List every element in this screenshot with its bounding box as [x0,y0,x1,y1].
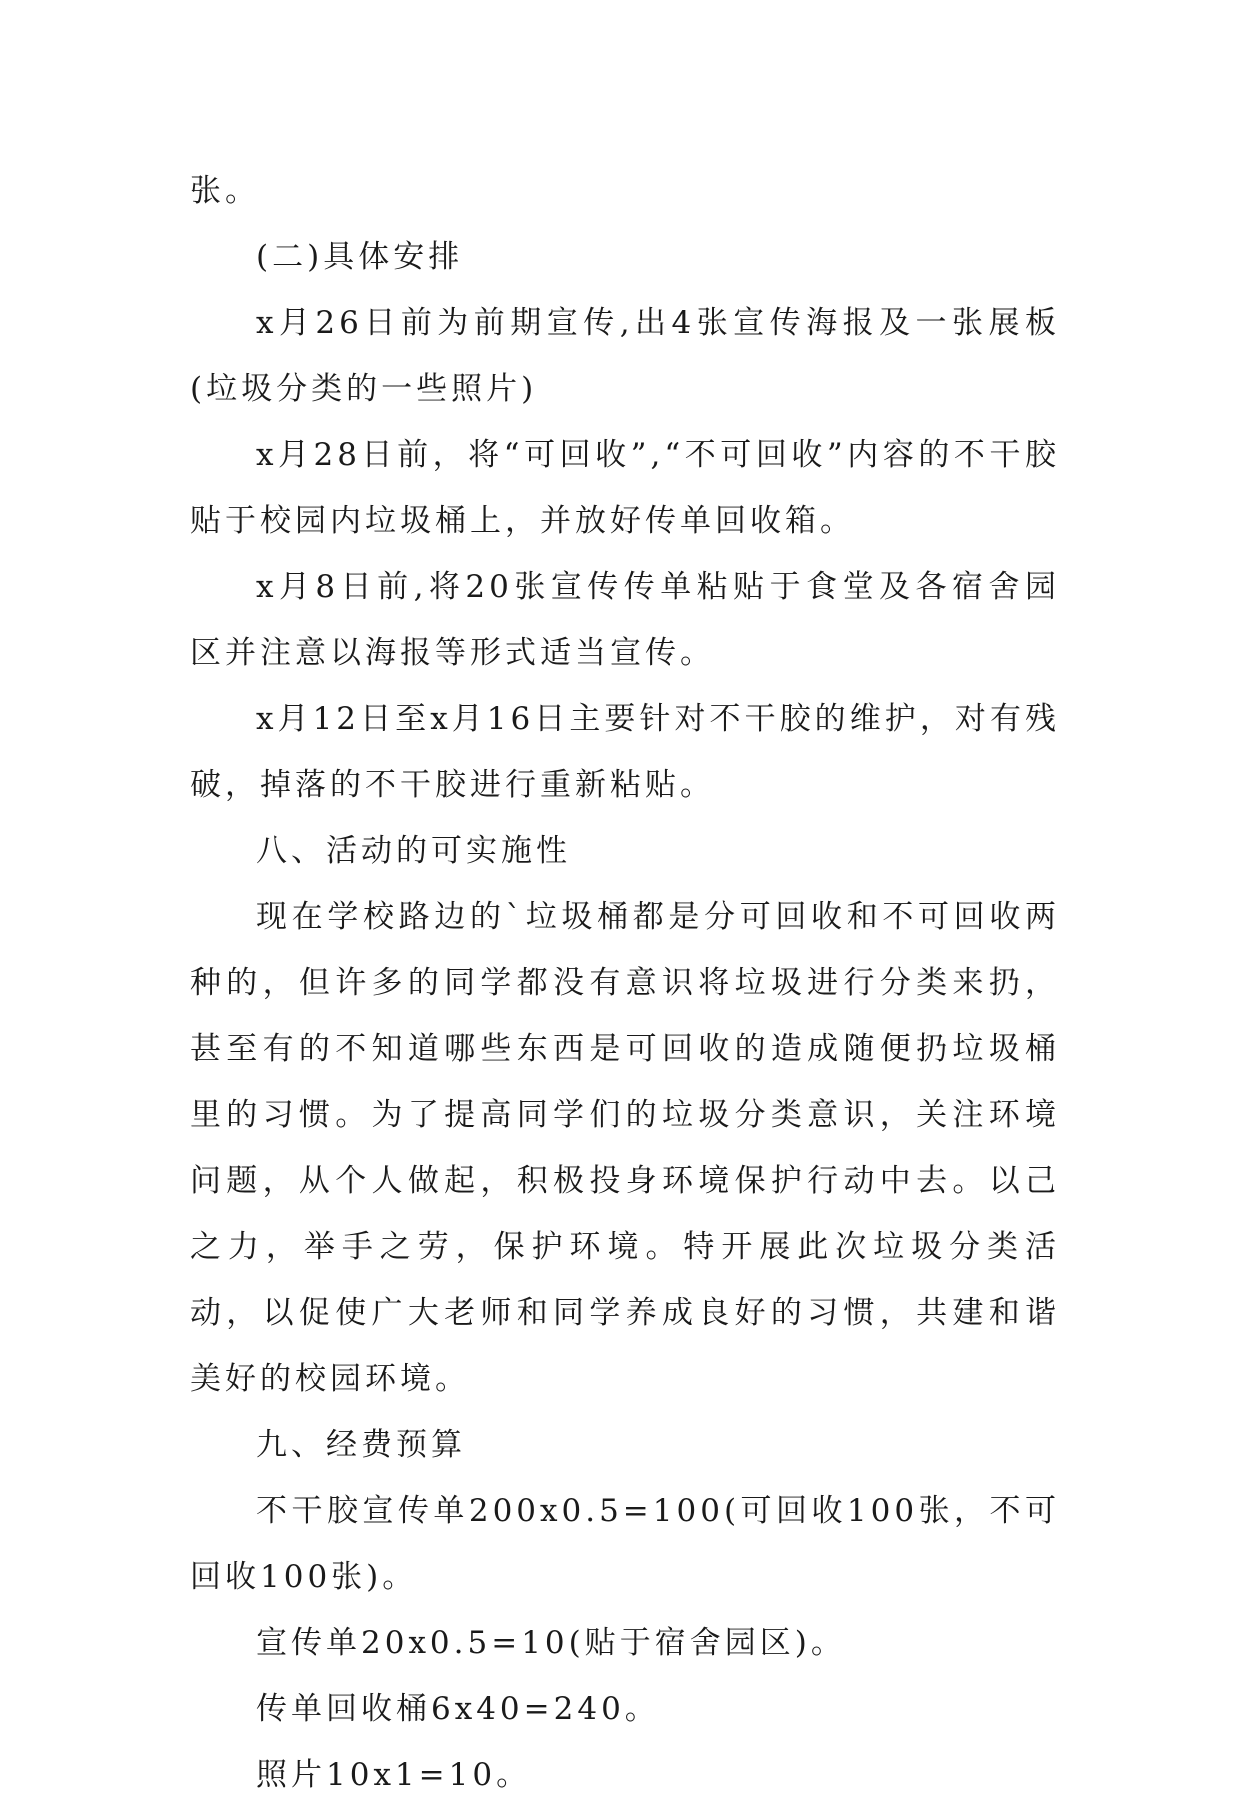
budget-item-photos: 照片10x1=10。 [256,1757,532,1793]
section-heading-budget: 九、经费预算 [256,1427,466,1463]
subheading-specific-arrangement: (二)具体安排 [256,239,464,275]
paragraph-schedule-28: x月28日前，将“可回收”,“不可回收”内容的不干胶贴于校园内垃圾桶上，并放好传单回收箱。 [190,437,1060,539]
budget-item-stickers: 不干胶宣传单200x0.5=100(可回收100张，不可回收100张)。 [190,1493,1060,1595]
paragraph-schedule-12-16: x月12日至x月16日主要针对不干胶的维护，对有残破，掉落的不干胶进行重新粘贴。 [190,701,1060,803]
section-heading-feasibility: 八、活动的可实施性 [256,833,571,869]
budget-item-flyers: 宣传单20x0.5=10(贴于宿舍园区)。 [256,1625,846,1661]
paragraph-feasibility: 现在学校路边的`垃圾桶都是分可回收和不可回收两种的，但许多的同学都没有意识将垃圾进行分类来扔，甚至有的不知道哪些东西是可回收的造成随便扔垃圾桶里的习惯。为了提高同学们的垃圾分类意识，关注环境问题，从个人做起，积极投身环境保护行动中去。以己之力，举手之劳，保护环境。特开展此次垃圾分类活动，以促使广大老师和同学养成良好的习惯，共建和谐美好的校园环境。 [190,899,1060,1397]
document-body [190,158,1060,1808]
budget-item-bins: 传单回收桶6x40=240。 [256,1691,660,1727]
paragraph-continuation: 张。 [190,173,260,209]
paragraph-schedule-26: x月26日前为前期宣传,出4张宣传海报及一张展板(垃圾分类的一些照片) [190,305,1060,407]
paragraph-schedule-8: x月8日前,将20张宣传传单粘贴于食堂及各宿舍园区并注意以海报等形式适当宣传。 [190,569,1060,671]
